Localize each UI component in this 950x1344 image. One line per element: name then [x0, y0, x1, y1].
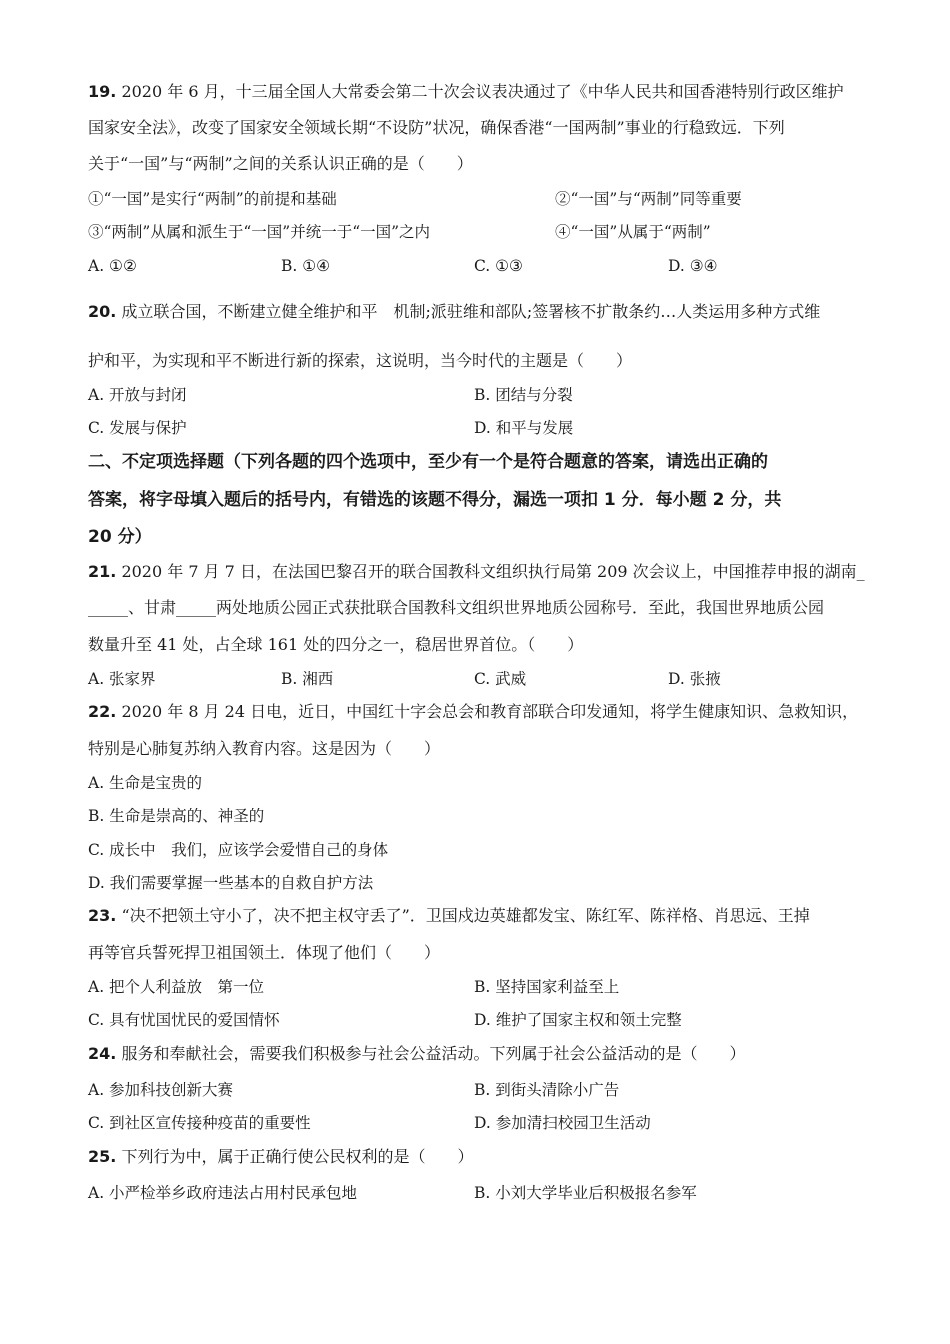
option-c[interactable]: C. 成长中 我们，应该学会爱惜自己的身体: [88, 841, 389, 859]
option-a[interactable]: A. 生命是宝贵的: [88, 774, 203, 792]
option-a[interactable]: A. 张家界: [88, 670, 156, 688]
option-b[interactable]: B. 生命是崇高的、神圣的: [88, 807, 265, 825]
statement-1: ①“一国”是实行“两制”的前提和基础: [88, 190, 337, 208]
question-text: 2020 年 7 月 7 日，在法国巴黎召开的联合国教科文组织执行局第 209 次会议上，中国推荐申报的湖南_: [121, 562, 865, 581]
question-number: 22.: [88, 702, 117, 721]
option-c[interactable]: C. 具有忧国忧民的爱国情怀: [88, 1011, 280, 1029]
option-b[interactable]: B. 小刘大学毕业后积极报名参军: [474, 1184, 697, 1202]
question-text: 特别是心肺复苏纳入教育内容。这是因为（ ）: [88, 739, 441, 758]
question-number: 25.: [88, 1147, 117, 1166]
option-d[interactable]: D. 参加清扫校园卫生活动: [474, 1114, 651, 1132]
question-text: 再等官兵誓死捍卫祖国领土．体现了他们（ ）: [88, 943, 441, 962]
statement-2: ②“一国”与“两制”同等重要: [555, 190, 742, 208]
option-d[interactable]: D. 和平与发展: [474, 419, 574, 437]
section-text: 二、不定项选择题（下列各题的四个选项中，至少有一个是符合题意的答案，请选出正确的: [88, 452, 768, 472]
question-text: _____、甘肃_____两处地质公园正式获批联合国教科文组织世界地质公园称号．至此，我国世界地质公园: [88, 598, 825, 617]
option-b[interactable]: B. 湘西: [281, 670, 334, 688]
question-text: 服务和奉献社会，需要我们积极参与社会公益活动。下列属于社会公益活动的是（ ）: [121, 1044, 746, 1063]
question-number: 23.: [88, 906, 117, 925]
option-c[interactable]: C. ①③: [474, 257, 523, 275]
option-a[interactable]: A. 小严检举乡政府违法占用村民承包地: [88, 1184, 358, 1202]
question-text: 2020 年 8 月 24 日电，近日，中国红十字会总会和教育部联合印发通知，将学生健康知识、急救知识，: [121, 702, 859, 721]
option-c[interactable]: C. 到社区宣传接种疫苗的重要性: [88, 1114, 311, 1132]
option-d[interactable]: D. ③④: [668, 257, 718, 275]
option-c[interactable]: C. 武威: [474, 670, 527, 688]
option-b[interactable]: B. 坚持国家利益至上: [474, 978, 620, 996]
section-text: 20 分）: [88, 527, 152, 547]
option-b[interactable]: B. 团结与分裂: [474, 386, 573, 404]
statement-3: ③“两制”从属和派生于“一国”并统一于“一国”之内: [88, 223, 431, 241]
option-a[interactable]: A. 把个人利益放 第一位: [88, 978, 265, 996]
option-b[interactable]: B. ①④: [281, 257, 331, 275]
question-text: 下列行为中，属于正确行使公民权利的是（ ）: [121, 1147, 474, 1166]
question-text: 2020 年 6 月，十三届全国人大常委会第二十次会议表决通过了《中华人民共和国香港特别行政区维护: [121, 82, 844, 101]
statement-4: ④“一国”从属于“两制”: [555, 223, 711, 241]
option-b[interactable]: B. 到街头清除小广告: [474, 1081, 620, 1099]
question-number: 24.: [88, 1044, 117, 1063]
option-a[interactable]: A. 参加科技创新大赛: [88, 1081, 234, 1099]
option-d[interactable]: D. 维护了国家主权和领土完整: [474, 1011, 682, 1029]
question-text: 成立联合国，不断建立健全维护和平 机制;派驻维和部队;签署核不扩散条约…人类运用多种方式维: [121, 302, 821, 321]
question-text: “决不把领土守小了，决不把主权守丢了”．卫国戍边英雄都发宝、陈红军、陈祥格、肖思远、王掉: [121, 906, 810, 925]
question-number: 20.: [88, 302, 117, 321]
question-text: 关于“一国”与“两制”之间的关系认识正确的是（ ）: [88, 154, 473, 173]
question-text: 数量升至 41 处，占全球 161 处的四分之一，稳居世界首位。（ ）: [88, 635, 584, 654]
option-a[interactable]: A. ①②: [88, 257, 137, 275]
question-text: 国家安全法》，改变了国家安全领域长期“不设防”状况，确保香港“一国两制”事业的行稳致远．下列: [88, 118, 785, 137]
option-a[interactable]: A. 开放与封闭: [88, 386, 187, 404]
section-text: 答案，将字母填入题后的括号内，有错选的该题不得分，漏选一项扣 1 分．每小题 2 分，共: [88, 490, 782, 510]
question-number: 19.: [88, 82, 117, 101]
question-number: 21.: [88, 562, 117, 581]
question-text: 护和平，为实现和平不断进行新的探索，这说明，当今时代的主题是（ ）: [88, 351, 633, 370]
option-c[interactable]: C. 发展与保护: [88, 419, 187, 437]
option-d[interactable]: D. 张掖: [668, 670, 721, 688]
option-d[interactable]: D. 我们需要掌握一些基本的自救自护方法: [88, 874, 374, 892]
